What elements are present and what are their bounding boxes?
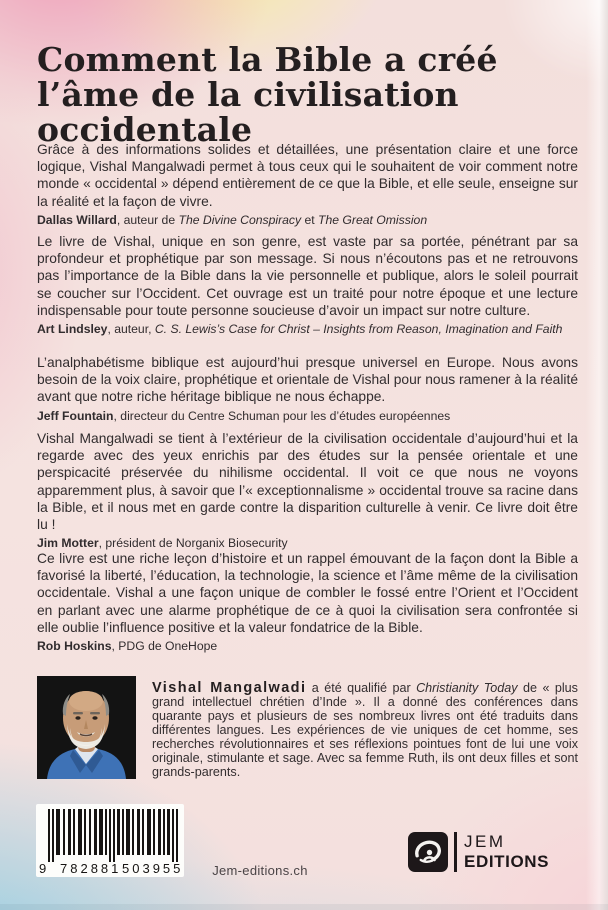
author-bio <box>152 681 578 779</box>
bio-text: a été qualifié par <box>306 681 417 695</box>
quote-text: Le livre de Vishal, unique en son genre, est vaste par sa portée, pénétrant par sa profondeur et prophétique par son message. Si nous n’écoutons pas et ne retrouvons pas l’importance de la Bible dans la vie personnelle et publique, alors le soleil pourrait se coucher sur l’Occident. Cet ouvrage est un traité pour notre époque et une lecture indispensable pour toute personne soucieuse d’avoir un impact sur notre culture. <box>37 234 578 318</box>
logo-divider <box>454 832 457 872</box>
quote-author: Rob Hoskins <box>37 639 112 654</box>
quote-role: , président de Norganix Biosecurity <box>98 536 288 551</box>
quote-role: et <box>301 212 319 227</box>
quote-text: Grâce à des informations solides et détaillées, une présentation claire et une force logique, Vishal Mangalwadi permet à tous ceux qui le souhaitent de voir comment notre monde « occidental » dépend entièrement de ce que la Bible, et elle seule, enseigne sur la réalité et la façon de vivre. <box>37 142 578 209</box>
quote-author: Jeff Fountain <box>37 408 114 423</box>
quote-author: Jim Motter <box>37 536 99 551</box>
endorsement-quote <box>37 430 578 550</box>
quote-attribution <box>37 409 578 423</box>
quote-attribution <box>37 639 578 653</box>
jem-logo-icon <box>408 832 448 872</box>
endorsement-quote <box>37 354 578 423</box>
barcode <box>36 804 184 877</box>
quote-attribution <box>37 322 578 336</box>
cover-edge-highlight <box>586 0 608 910</box>
publisher-website: Jem-editions.ch <box>212 863 308 878</box>
quote-attribution <box>37 213 578 227</box>
quote-role: , auteur de <box>116 212 179 227</box>
bio-magazine-title: Christianity Today <box>416 681 518 695</box>
quote-role: , directeur du Centre Schuman pour les d’études européennes <box>113 408 451 423</box>
isbn-digit-lead: 9 <box>39 861 47 876</box>
cover-edge-shadow <box>0 904 608 910</box>
endorsement-quote <box>37 550 578 653</box>
quote-author: Art Lindsley <box>37 322 108 337</box>
endorsement-quote <box>37 233 578 336</box>
quote-role-title: The Divine Conspiracy <box>178 212 302 227</box>
quote-role-title: The Great Omission <box>318 212 428 227</box>
author-name: Vishal Mangalwadi <box>152 680 307 696</box>
isbn-group-1: 782881 <box>60 861 122 876</box>
quote-role: , PDG de OneHope <box>111 639 218 654</box>
quote-text: L’analphabétisme biblique est aujourd’hui presque universel en Europe. Nous avons besoin de la voix claire, prophétique et orientale de Vishal pour nous ramener à la réalité avant que notre riche héritage biblique ne nous échappe. <box>37 355 578 405</box>
publisher-subname: EDITIONS <box>464 852 550 871</box>
endorsement-quote <box>37 141 578 227</box>
quote-role-title: C. S. Lewis’s Case for Christ – Insights from Reason, Imagination and Faith <box>154 322 563 337</box>
bio-text: de « plus grand intellectuel chrétien d’Inde ». Il a donné des conférences dans quarante pays et plusieurs de ses nombreux livres ont été traduits dans différentes langues. Les expériences de vie uniques de cet homme, ses recherches révolutionnaires et ses réflexions pointues font de lui une voix originale, stimulante et sage. Avec sa femme Ruth, ils ont deux filles et sont grands-parents. <box>152 681 578 779</box>
book-title: Comment la Bible a créé l’âme de la civilisation occidentale <box>37 40 498 150</box>
quote-text: Vishal Mangalwadi se tient à l’extérieur de la civilisation occidentale d’aujourd’hui et la regarde avec des yeux enrichis par des études sur la pensée orientale et une perspicacité préservée du nihilisme occidental. Il voit ce que nous ne voyons apparemment plus, à savoir que l’« exceptionnalisme » occidental trouve sa racine dans la Bible, et il nous met en garde contre la disparition culturelle à venir. Ce livre doit être lu ! <box>37 431 578 533</box>
author-photo <box>37 676 136 779</box>
quote-role: , auteur, <box>107 322 155 337</box>
publisher-name: JEM <box>464 832 506 851</box>
quote-text: Ce livre est une riche leçon d’histoire et un rappel émouvant de la façon dont la Bible a favorisé la liberté, l’éducation, la technologie, la science et l’âme même de la civilisation occidentale. Vishal a une façon unique de combler le fossé entre l’Orient et l’Occident en parlant avec une alarme prophétique de ce à quoi la civilisation sera confrontée si elle oublie l’influence positive et la valeur fondatrice de la Bible. <box>37 551 578 635</box>
quote-attribution <box>37 536 578 550</box>
quote-author: Dallas Willard <box>37 212 117 227</box>
publisher-logo <box>408 832 549 872</box>
isbn-group-2: 503955 <box>122 861 184 876</box>
